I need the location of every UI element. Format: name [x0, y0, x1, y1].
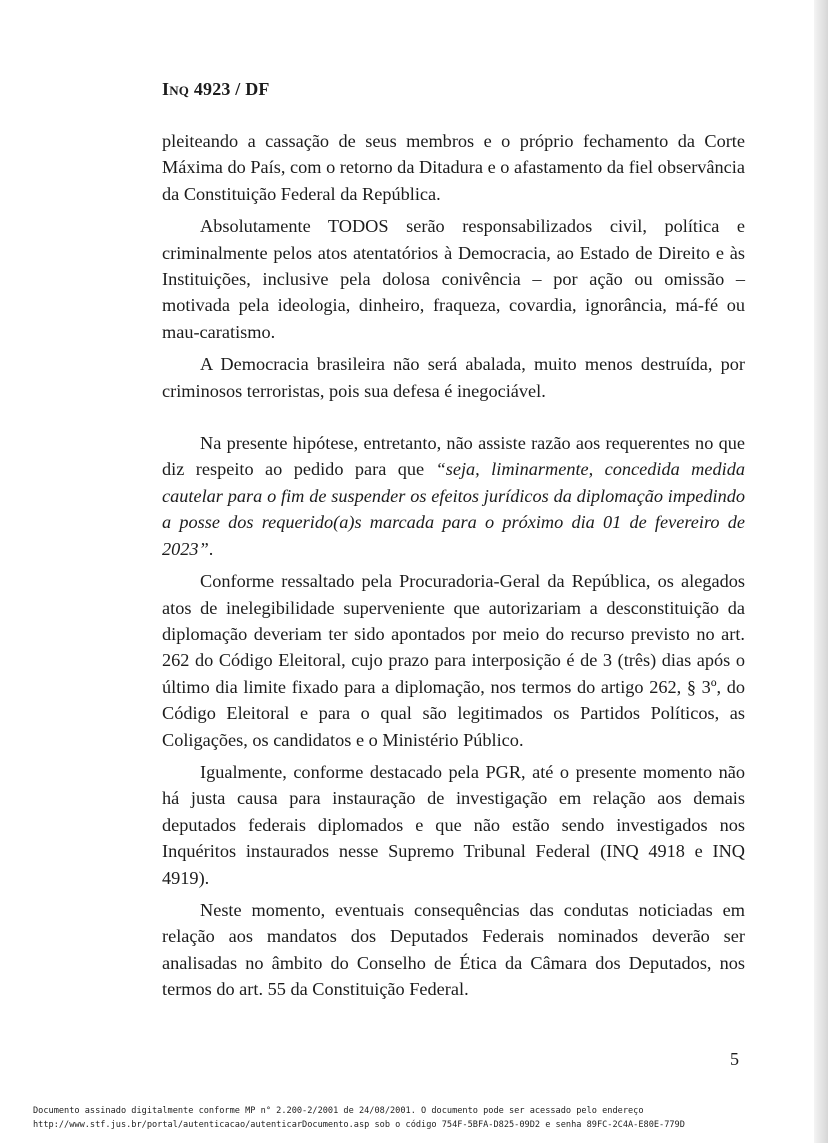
paragraph-3: A Democracia brasileira não será abalada, muito menos destruída, por criminosos terroristas, pois sua defesa é inegociável. [162, 354, 745, 401]
paragraph-5: Conforme ressaltado pela Procuradoria-Geral da República, os alegados atos de inelegibilidade superveniente que autorizariam a desconstituição da diplomação deveriam ter sido apontados por meio do recurso previsto no art. 262 do Código Eleitoral, cujo prazo para interposição é de 3 (três) dias após o último dia limite fixado para a diplomação, nos termos do artigo 262, § 3º, do Código Eleitoral e para o qual são legitimados os Partidos Políticos, as Coligações, os candidatos e o Ministério Público. [162, 571, 745, 750]
paragraph-7: Neste momento, eventuais consequências das condutas noticiadas em relação aos mandatos dos Deputados Federais nominados deverão ser analisadas no âmbito do Conselho de Ética da Câmara dos Deputados, nos termos do art. 55 da Constituição Federal. [162, 899, 745, 1000]
page-edge-shadow [814, 0, 828, 1143]
case-prefix: Inq [162, 79, 190, 99]
footer-line-1: Documento assinado digitalmente conforme MP n° 2.200-2/2001 de 24/08/2001. O documento pode ser acessado pelo endereço [33, 1106, 644, 1116]
case-header [162, 79, 270, 100]
paragraph-2: Absolutamente TODOS serão responsabilizados civil, política e criminalmente pelos atos atentatórios à Democracia, ao Estado de Direito e às Instituições, inclusive pela dolosa conivência – por ação ou omissão – motivada pela ideologia, dinheiro, fraqueza, covardia, ignorância, má-fé ou mau-caratismo. [162, 216, 745, 342]
paragraph-4-text: Na presente hipótese, entretanto, não assiste razão aos requerentes no que diz respeito ao pedido para que [162, 433, 745, 480]
page-number: 5 [730, 1049, 739, 1069]
paragraph-4-end: . [208, 538, 214, 559]
paragraph-4 [162, 430, 745, 562]
case-number: 4923 / DF [193, 79, 270, 99]
paragraph-6: Igualmente, conforme destacado pela PGR, até o presente momento não há justa causa para instauração de investigação em relação aos demais deputados federais diplomados e que não estão sendo investigados nos Inquéritos instaurados nesse Supremo Tribunal Federal (INQ 4918 e INQ 4919). [162, 761, 745, 888]
signature-footer [33, 1104, 685, 1132]
paragraph-1: pleiteando a cassação de seus membros e o próprio fechamento da Corte Máxima do País, com o retorno da Ditadura e o afastamento da fiel observância da Constituição Federal da República. [162, 131, 745, 204]
footer-line-2: http://www.stf.jus.br/portal/autenticacao/autenticarDocumento.asp sob o código 754F-5BFA-D825-09D2 e senha 89FC-2C4A-E80E-779D [33, 1120, 685, 1130]
paragraph-4-quote: “seja, liminarmente, concedida medida cautelar para o fim de suspender os efeitos jurídicos da diplomação impedindo a posse dos requerido(a)s marcada para o próximo dia 01 de fevereiro de 2023” [162, 459, 745, 559]
document-body [162, 128, 745, 1009]
